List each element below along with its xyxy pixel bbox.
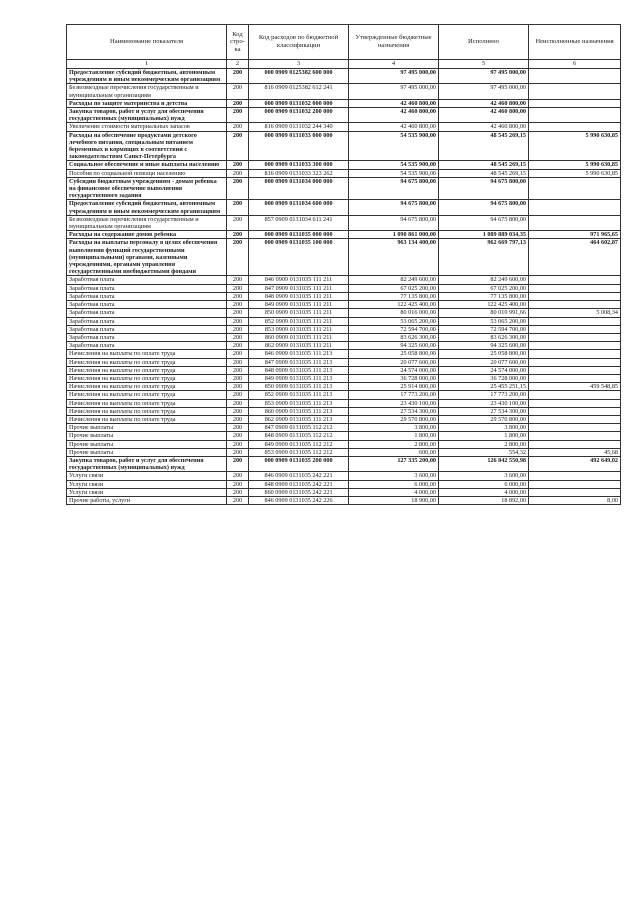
cell-expense-code: 816 0909 0125382 612 241 bbox=[249, 84, 349, 99]
cell-expense-code: 850 0909 0131035 111 211 bbox=[249, 309, 349, 317]
cell-indicator-name: Начисления на выплаты по оплате труда bbox=[67, 366, 227, 374]
cell-indicator-name: Прочие работы, услуги bbox=[67, 496, 227, 504]
cell-indicator-name: Услуги связи bbox=[67, 488, 227, 496]
cell-approved: 53 065 200,00 bbox=[349, 317, 439, 325]
header-approved: Утвержденные бюджетные назначения bbox=[349, 25, 439, 60]
cell-expense-code: 000 0909 0131033 300 000 bbox=[249, 161, 349, 169]
cell-unexecuted bbox=[529, 177, 621, 200]
cell-approved: 97 495 000,00 bbox=[349, 84, 439, 99]
cell-unexecuted bbox=[529, 333, 621, 341]
table-row bbox=[67, 342, 621, 350]
cell-executed: 48 545 269,15 bbox=[439, 131, 529, 161]
cell-line-code: 200 bbox=[227, 350, 249, 358]
cell-unexecuted bbox=[529, 123, 621, 131]
cell-approved: 25 058 800,00 bbox=[349, 350, 439, 358]
cell-expense-code: 852 0909 0131035 111 211 bbox=[249, 317, 349, 325]
table-row bbox=[67, 169, 621, 177]
table-row bbox=[67, 325, 621, 333]
cell-approved: 963 134 400,00 bbox=[349, 239, 439, 276]
cell-executed: 1 089 889 034,35 bbox=[439, 231, 529, 239]
cell-executed: 23 430 100,00 bbox=[439, 399, 529, 407]
cell-expense-code: 849 0909 0131035 112 212 bbox=[249, 440, 349, 448]
cell-executed: 77 135 800,00 bbox=[439, 292, 529, 300]
cell-executed: 72 594 700,00 bbox=[439, 325, 529, 333]
cell-unexecuted bbox=[529, 366, 621, 374]
cell-approved: 122 425 400,00 bbox=[349, 301, 439, 309]
table-row bbox=[67, 358, 621, 366]
cell-unexecuted: 5 008,34 bbox=[529, 309, 621, 317]
cell-unexecuted bbox=[529, 415, 621, 423]
cell-approved: 77 135 800,00 bbox=[349, 292, 439, 300]
cell-approved: 42 460 800,00 bbox=[349, 108, 439, 123]
cell-approved: 94 675 800,00 bbox=[349, 215, 439, 230]
cell-expense-code: 853 0909 0131035 111 211 bbox=[249, 325, 349, 333]
cell-expense-code: 846 0909 0131035 242 221 bbox=[249, 472, 349, 480]
table-row bbox=[67, 440, 621, 448]
cell-approved: 72 594 700,00 bbox=[349, 325, 439, 333]
table-row bbox=[67, 284, 621, 292]
cell-expense-code: 000 0909 0131035 200 000 bbox=[249, 456, 349, 471]
cell-unexecuted bbox=[529, 200, 621, 215]
table-row bbox=[67, 123, 621, 131]
cell-unexecuted bbox=[529, 317, 621, 325]
cell-approved: 80 016 000,00 bbox=[349, 309, 439, 317]
cell-indicator-name: Заработная плата bbox=[67, 276, 227, 284]
cell-approved: 82 249 600,00 bbox=[349, 276, 439, 284]
table-body bbox=[67, 69, 621, 505]
cell-approved: 2 800,00 bbox=[349, 440, 439, 448]
cell-unexecuted: 5 990 630,85 bbox=[529, 169, 621, 177]
cell-approved: 94 675 800,00 bbox=[349, 200, 439, 215]
cell-approved: 83 626 300,00 bbox=[349, 333, 439, 341]
cell-indicator-name: Начисления на выплаты по оплате труда bbox=[67, 374, 227, 382]
cell-line-code: 200 bbox=[227, 161, 249, 169]
cell-expense-code: 847 0909 0131035 112 212 bbox=[249, 424, 349, 432]
cell-approved: 1 090 861 000,00 bbox=[349, 231, 439, 239]
cell-indicator-name: Предоставление субсидий бюджетным, автономным учреждениям и иным некоммерческим организациям bbox=[67, 69, 227, 84]
cell-expense-code: 860 0909 0131035 111 213 bbox=[249, 407, 349, 415]
cell-approved: 67 025 200,00 bbox=[349, 284, 439, 292]
cell-line-code: 200 bbox=[227, 231, 249, 239]
cell-expense-code: 816 0909 0131033 323 262 bbox=[249, 169, 349, 177]
table-row bbox=[67, 276, 621, 284]
cell-unexecuted bbox=[529, 284, 621, 292]
column-number-row bbox=[67, 60, 621, 69]
cell-executed: 29 570 800,00 bbox=[439, 415, 529, 423]
cell-executed: 126 842 550,98 bbox=[439, 456, 529, 471]
cell-unexecuted bbox=[529, 325, 621, 333]
cell-unexecuted bbox=[529, 292, 621, 300]
cell-approved: 20 077 600,00 bbox=[349, 358, 439, 366]
cell-line-code: 200 bbox=[227, 333, 249, 341]
cell-approved: 42 460 800,00 bbox=[349, 123, 439, 131]
cell-line-code: 200 bbox=[227, 108, 249, 123]
table-row bbox=[67, 309, 621, 317]
cell-approved: 23 430 100,00 bbox=[349, 399, 439, 407]
cell-indicator-name: Прочие выплаты bbox=[67, 448, 227, 456]
column-number: 2 bbox=[227, 60, 249, 69]
cell-line-code: 200 bbox=[227, 84, 249, 99]
table-row bbox=[67, 292, 621, 300]
cell-expense-code: 846 0909 0131035 111 213 bbox=[249, 350, 349, 358]
cell-executed: 1 800,00 bbox=[439, 432, 529, 440]
cell-executed: 53 065 200,00 bbox=[439, 317, 529, 325]
cell-executed: 42 460 800,00 bbox=[439, 123, 529, 131]
cell-indicator-name: Заработная плата bbox=[67, 284, 227, 292]
cell-executed: 42 460 800,00 bbox=[439, 108, 529, 123]
cell-line-code: 200 bbox=[227, 169, 249, 177]
table-row bbox=[67, 448, 621, 456]
cell-line-code: 200 bbox=[227, 383, 249, 391]
cell-expense-code: 849 0909 0131035 111 213 bbox=[249, 374, 349, 382]
table-row bbox=[67, 301, 621, 309]
cell-indicator-name: Социальное обеспечение и иные выплаты населению bbox=[67, 161, 227, 169]
cell-unexecuted bbox=[529, 342, 621, 350]
cell-unexecuted bbox=[529, 374, 621, 382]
cell-unexecuted bbox=[529, 407, 621, 415]
table-row bbox=[67, 488, 621, 496]
cell-indicator-name: Заработная плата bbox=[67, 317, 227, 325]
cell-approved: 25 914 800,00 bbox=[349, 383, 439, 391]
cell-line-code: 200 bbox=[227, 342, 249, 350]
cell-expense-code: 860 0909 0131035 242 221 bbox=[249, 488, 349, 496]
cell-unexecuted bbox=[529, 480, 621, 488]
cell-approved: 18 900,00 bbox=[349, 496, 439, 504]
cell-expense-code: 862 0909 0131035 111 211 bbox=[249, 342, 349, 350]
cell-indicator-name: Начисления на выплаты по оплате труда bbox=[67, 415, 227, 423]
cell-expense-code: 847 0909 0131035 111 213 bbox=[249, 358, 349, 366]
cell-line-code: 200 bbox=[227, 309, 249, 317]
cell-unexecuted: 8,00 bbox=[529, 496, 621, 504]
cell-indicator-name: Расходы на выплаты персоналу в целях обеспечения выполнения функций государственными (муниципальными) органами, казенными учреждениями, органами управления государственными внебюджетными фондами bbox=[67, 239, 227, 276]
cell-indicator-name: Пособия по социальной помощи населению bbox=[67, 169, 227, 177]
cell-executed: 6 000,00 bbox=[439, 480, 529, 488]
cell-line-code: 200 bbox=[227, 391, 249, 399]
cell-line-code: 200 bbox=[227, 496, 249, 504]
cell-indicator-name: Начисления на выплаты по оплате труда bbox=[67, 350, 227, 358]
cell-indicator-name: Начисления на выплаты по оплате труда bbox=[67, 399, 227, 407]
table-row bbox=[67, 496, 621, 504]
cell-approved: 54 535 900,00 bbox=[349, 131, 439, 161]
cell-indicator-name: Заработная плата bbox=[67, 342, 227, 350]
cell-executed: 48 545 269,15 bbox=[439, 169, 529, 177]
cell-approved: 97 495 000,00 bbox=[349, 69, 439, 84]
table-row bbox=[67, 108, 621, 123]
cell-indicator-name: Заработная плата bbox=[67, 309, 227, 317]
cell-executed: 554,32 bbox=[439, 448, 529, 456]
cell-approved: 27 534 300,00 bbox=[349, 407, 439, 415]
cell-unexecuted: 5 990 630,85 bbox=[529, 161, 621, 169]
cell-indicator-name: Заработная плата bbox=[67, 333, 227, 341]
cell-line-code: 200 bbox=[227, 399, 249, 407]
table-row bbox=[67, 317, 621, 325]
cell-expense-code: 846 0909 0131035 111 211 bbox=[249, 276, 349, 284]
cell-executed: 36 728 000,00 bbox=[439, 374, 529, 382]
cell-line-code: 200 bbox=[227, 317, 249, 325]
table-row bbox=[67, 432, 621, 440]
table-row bbox=[67, 424, 621, 432]
cell-expense-code: 848 0909 0131035 111 211 bbox=[249, 292, 349, 300]
cell-expense-code: 000 0909 0125382 600 000 bbox=[249, 69, 349, 84]
cell-unexecuted bbox=[529, 440, 621, 448]
cell-expense-code: 846 0909 0131035 242 226 bbox=[249, 496, 349, 504]
cell-line-code: 200 bbox=[227, 415, 249, 423]
table-row bbox=[67, 383, 621, 391]
cell-indicator-name: Предоставление субсидий бюджетным, автономным учреждениям и иным некоммерческим организациям bbox=[67, 200, 227, 215]
cell-executed: 80 010 991,66 bbox=[439, 309, 529, 317]
table-row bbox=[67, 231, 621, 239]
column-number: 1 bbox=[67, 60, 227, 69]
column-number: 6 bbox=[529, 60, 621, 69]
table-row bbox=[67, 99, 621, 107]
cell-line-code: 200 bbox=[227, 239, 249, 276]
cell-unexecuted: 5 990 630,85 bbox=[529, 131, 621, 161]
table-row bbox=[67, 161, 621, 169]
cell-line-code: 200 bbox=[227, 123, 249, 131]
cell-line-code: 200 bbox=[227, 284, 249, 292]
cell-approved: 54 535 900,00 bbox=[349, 161, 439, 169]
cell-indicator-name: Услуги связи bbox=[67, 472, 227, 480]
cell-unexecuted bbox=[529, 84, 621, 99]
cell-line-code: 200 bbox=[227, 448, 249, 456]
cell-line-code: 200 bbox=[227, 432, 249, 440]
cell-approved: 1 800,00 bbox=[349, 432, 439, 440]
cell-executed: 24 574 000,00 bbox=[439, 366, 529, 374]
table-row bbox=[67, 131, 621, 161]
cell-unexecuted: 45,68 bbox=[529, 448, 621, 456]
cell-line-code: 200 bbox=[227, 480, 249, 488]
cell-expense-code: 000 0909 0131034 600 000 bbox=[249, 200, 349, 215]
cell-expense-code: 850 0909 0131035 111 213 bbox=[249, 383, 349, 391]
cell-line-code: 200 bbox=[227, 276, 249, 284]
cell-indicator-name: Начисления на выплаты по оплате труда bbox=[67, 383, 227, 391]
cell-executed: 3 600,00 bbox=[439, 472, 529, 480]
cell-line-code: 200 bbox=[227, 440, 249, 448]
cell-line-code: 200 bbox=[227, 131, 249, 161]
table-row bbox=[67, 407, 621, 415]
cell-expense-code: 000 0909 0131035 000 000 bbox=[249, 231, 349, 239]
cell-expense-code: 849 0909 0131035 111 211 bbox=[249, 301, 349, 309]
table-row bbox=[67, 333, 621, 341]
cell-indicator-name: Безвозмездные перечисления государственным и муниципальным организациям bbox=[67, 84, 227, 99]
cell-line-code: 200 bbox=[227, 215, 249, 230]
cell-executed: 27 534 300,00 bbox=[439, 407, 529, 415]
cell-executed: 25 058 800,00 bbox=[439, 350, 529, 358]
cell-approved: 3 800,00 bbox=[349, 424, 439, 432]
cell-expense-code: 816 0909 0131032 244 340 bbox=[249, 123, 349, 131]
table-row bbox=[67, 472, 621, 480]
cell-approved: 24 574 000,00 bbox=[349, 366, 439, 374]
cell-executed: 3 800,00 bbox=[439, 424, 529, 432]
cell-executed: 17 773 200,00 bbox=[439, 391, 529, 399]
cell-unexecuted bbox=[529, 432, 621, 440]
cell-line-code: 200 bbox=[227, 99, 249, 107]
cell-indicator-name: Начисления на выплаты по оплате труда bbox=[67, 391, 227, 399]
table-row bbox=[67, 215, 621, 230]
header-line-code: Код стро-ка bbox=[227, 25, 249, 60]
cell-executed: 94 675 800,00 bbox=[439, 200, 529, 215]
header-row bbox=[67, 25, 621, 60]
cell-executed: 20 077 600,00 bbox=[439, 358, 529, 366]
cell-indicator-name: Закупка товаров, работ и услуг для обеспечения государственных (муниципальных) нужд bbox=[67, 456, 227, 471]
header-unexecuted: Неисполненные назначения bbox=[529, 25, 621, 60]
cell-indicator-name: Безвозмездные перечисления государственным и муниципальным организациям bbox=[67, 215, 227, 230]
cell-indicator-name: Услуги связи bbox=[67, 480, 227, 488]
cell-unexecuted bbox=[529, 215, 621, 230]
cell-line-code: 200 bbox=[227, 69, 249, 84]
table-row bbox=[67, 415, 621, 423]
cell-line-code: 200 bbox=[227, 424, 249, 432]
column-number: 5 bbox=[439, 60, 529, 69]
cell-executed: 94 325 600,00 bbox=[439, 342, 529, 350]
cell-expense-code: 000 0909 0131033 000 000 bbox=[249, 131, 349, 161]
cell-expense-code: 847 0909 0131035 111 211 bbox=[249, 284, 349, 292]
cell-expense-code: 000 0909 0131032 200 000 bbox=[249, 108, 349, 123]
cell-executed: 94 675 800,00 bbox=[439, 215, 529, 230]
column-number: 3 bbox=[249, 60, 349, 69]
cell-executed: 94 675 800,00 bbox=[439, 177, 529, 200]
cell-expense-code: 860 0909 0131035 111 211 bbox=[249, 333, 349, 341]
cell-executed: 82 249 600,00 bbox=[439, 276, 529, 284]
cell-expense-code: 857 0909 0131034 611 241 bbox=[249, 215, 349, 230]
cell-executed: 962 669 797,13 bbox=[439, 239, 529, 276]
table-row bbox=[67, 399, 621, 407]
cell-approved: 127 335 200,00 bbox=[349, 456, 439, 471]
cell-unexecuted: 464 602,87 bbox=[529, 239, 621, 276]
cell-approved: 17 773 200,00 bbox=[349, 391, 439, 399]
header-expense-code: Код расходов по бюджетной классификации bbox=[249, 25, 349, 60]
cell-indicator-name: Увеличение стоимости материальных запасов bbox=[67, 123, 227, 131]
cell-line-code: 200 bbox=[227, 488, 249, 496]
cell-expense-code: 852 0909 0131035 111 213 bbox=[249, 391, 349, 399]
cell-approved: 6 000,00 bbox=[349, 480, 439, 488]
cell-unexecuted bbox=[529, 358, 621, 366]
cell-unexecuted bbox=[529, 108, 621, 123]
cell-indicator-name: Расходы на обеспечение продуктами детского лечебного питания, специальным питанием беременных и кормящих в соответствии с законодательством Санкт-Петербурга bbox=[67, 131, 227, 161]
cell-indicator-name: Расходы по защите материнства и детства bbox=[67, 99, 227, 107]
cell-unexecuted bbox=[529, 69, 621, 84]
cell-expense-code: 853 0909 0131035 111 213 bbox=[249, 399, 349, 407]
table-row bbox=[67, 350, 621, 358]
cell-approved: 42 460 800,00 bbox=[349, 99, 439, 107]
cell-indicator-name: Прочие выплаты bbox=[67, 424, 227, 432]
cell-expense-code: 000 0909 0131035 100 000 bbox=[249, 239, 349, 276]
cell-indicator-name: Заработная плата bbox=[67, 325, 227, 333]
cell-expense-code: 848 0909 0131035 112 212 bbox=[249, 432, 349, 440]
cell-unexecuted: 492 649,02 bbox=[529, 456, 621, 471]
cell-line-code: 200 bbox=[227, 374, 249, 382]
table-row bbox=[67, 374, 621, 382]
cell-unexecuted: 971 965,65 bbox=[529, 231, 621, 239]
cell-approved: 94 675 800,00 bbox=[349, 177, 439, 200]
cell-unexecuted bbox=[529, 424, 621, 432]
cell-executed: 2 800,00 bbox=[439, 440, 529, 448]
cell-unexecuted bbox=[529, 350, 621, 358]
cell-expense-code: 000 0909 0131034 000 000 bbox=[249, 177, 349, 200]
table-row bbox=[67, 480, 621, 488]
cell-line-code: 200 bbox=[227, 456, 249, 471]
cell-approved: 4 000,00 bbox=[349, 488, 439, 496]
cell-line-code: 200 bbox=[227, 177, 249, 200]
cell-line-code: 200 bbox=[227, 292, 249, 300]
cell-executed: 97 495 000,00 bbox=[439, 84, 529, 99]
cell-approved: 29 570 800,00 bbox=[349, 415, 439, 423]
cell-executed: 48 545 269,15 bbox=[439, 161, 529, 169]
cell-line-code: 200 bbox=[227, 325, 249, 333]
cell-unexecuted bbox=[529, 399, 621, 407]
column-number: 4 bbox=[349, 60, 439, 69]
cell-executed: 97 495 000,00 bbox=[439, 69, 529, 84]
cell-indicator-name: Субсидии бюджетным учреждениям - домам ребенка на финансовое обеспечение выполнения государственного задания bbox=[67, 177, 227, 200]
cell-expense-code: 853 0909 0131035 112 212 bbox=[249, 448, 349, 456]
cell-indicator-name: Прочие выплаты bbox=[67, 432, 227, 440]
cell-indicator-name: Заработная плата bbox=[67, 301, 227, 309]
cell-unexecuted bbox=[529, 472, 621, 480]
cell-indicator-name: Прочие выплаты bbox=[67, 440, 227, 448]
cell-executed: 122 425 400,00 bbox=[439, 301, 529, 309]
cell-executed: 4 000,00 bbox=[439, 488, 529, 496]
table-row bbox=[67, 84, 621, 99]
cell-executed: 18 892,00 bbox=[439, 496, 529, 504]
cell-executed: 42 460 800,00 bbox=[439, 99, 529, 107]
cell-approved: 36 728 000,00 bbox=[349, 374, 439, 382]
cell-indicator-name: Начисления на выплаты по оплате труда bbox=[67, 358, 227, 366]
cell-unexecuted bbox=[529, 391, 621, 399]
cell-approved: 54 535 900,00 bbox=[349, 169, 439, 177]
cell-expense-code: 862 0909 0131035 111 213 bbox=[249, 415, 349, 423]
cell-approved: 600,00 bbox=[349, 448, 439, 456]
cell-unexecuted bbox=[529, 276, 621, 284]
cell-line-code: 200 bbox=[227, 200, 249, 215]
cell-approved: 94 325 600,00 bbox=[349, 342, 439, 350]
cell-unexecuted: 459 548,85 bbox=[529, 383, 621, 391]
table-row bbox=[67, 200, 621, 215]
table-row bbox=[67, 239, 621, 276]
table-row bbox=[67, 391, 621, 399]
cell-indicator-name: Расходы на содержание домов ребенка bbox=[67, 231, 227, 239]
table-row bbox=[67, 366, 621, 374]
cell-indicator-name: Заработная плата bbox=[67, 292, 227, 300]
cell-line-code: 200 bbox=[227, 407, 249, 415]
cell-unexecuted bbox=[529, 301, 621, 309]
cell-executed: 25 455 251,15 bbox=[439, 383, 529, 391]
cell-indicator-name: Закупка товаров, работ и услуг для обеспечения государственных (муниципальных) нужд bbox=[67, 108, 227, 123]
cell-approved: 3 600,00 bbox=[349, 472, 439, 480]
cell-line-code: 200 bbox=[227, 366, 249, 374]
cell-line-code: 200 bbox=[227, 472, 249, 480]
table-row bbox=[67, 69, 621, 84]
cell-unexecuted bbox=[529, 99, 621, 107]
cell-executed: 83 626 300,00 bbox=[439, 333, 529, 341]
table-row bbox=[67, 456, 621, 471]
table-row bbox=[67, 177, 621, 200]
cell-expense-code: 848 0909 0131035 242 221 bbox=[249, 480, 349, 488]
header-indicator-name: Наименование показателя bbox=[67, 25, 227, 60]
cell-expense-code: 848 0909 0131035 111 213 bbox=[249, 366, 349, 374]
cell-executed: 67 025 200,00 bbox=[439, 284, 529, 292]
report-sheet bbox=[66, 24, 620, 505]
cell-expense-code: 000 0909 0131032 000 000 bbox=[249, 99, 349, 107]
cell-unexecuted bbox=[529, 488, 621, 496]
cell-line-code: 200 bbox=[227, 301, 249, 309]
cell-line-code: 200 bbox=[227, 358, 249, 366]
budget-execution-table bbox=[66, 24, 621, 505]
header-executed: Исполнено bbox=[439, 25, 529, 60]
cell-indicator-name: Начисления на выплаты по оплате труда bbox=[67, 407, 227, 415]
